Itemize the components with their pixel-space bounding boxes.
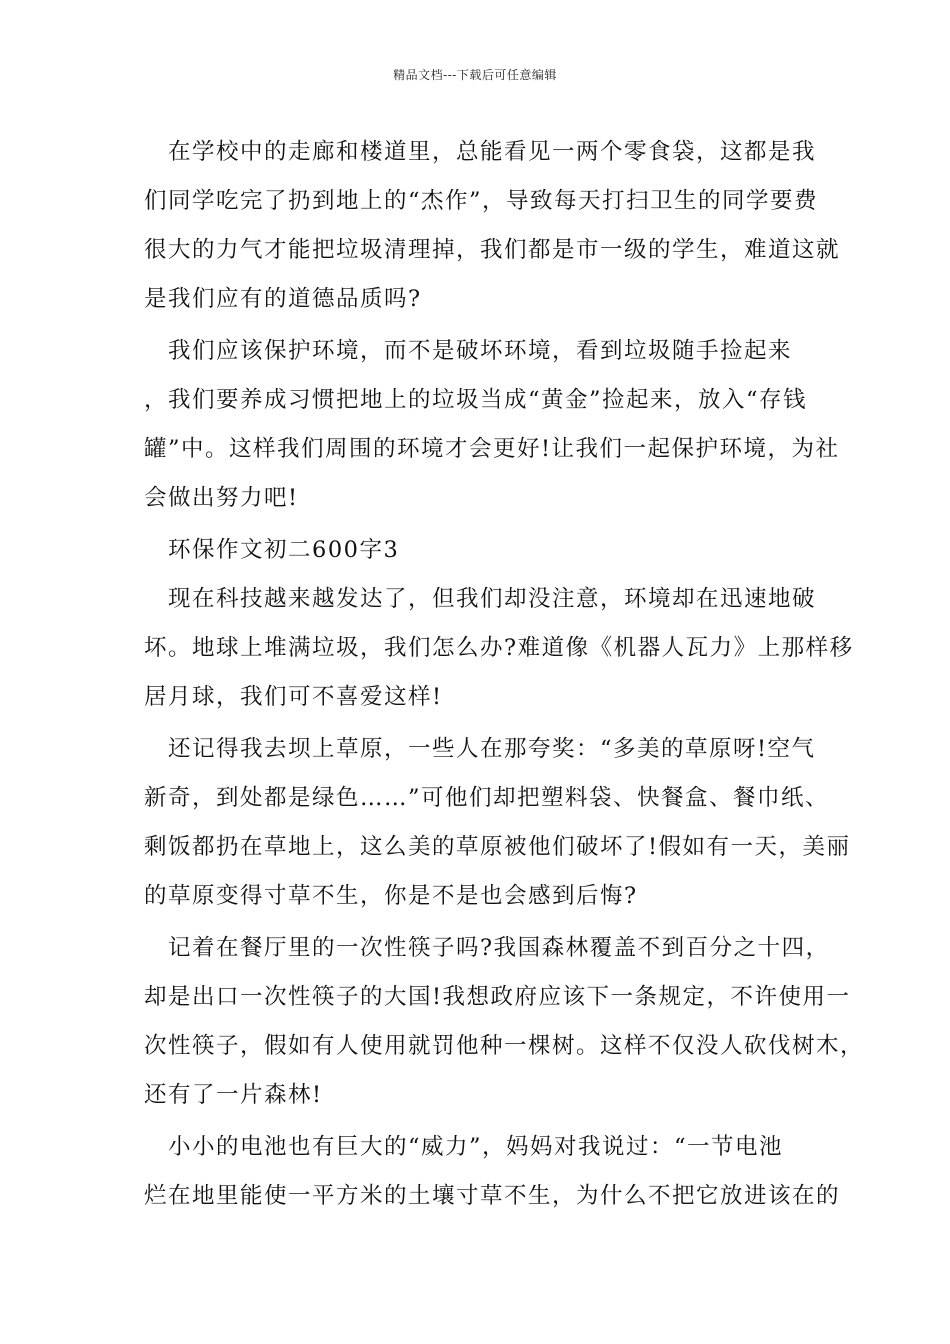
text-line: 还记得我去坝上草原，一些人在那夸奖：“多美的草原呀!空气	[144, 736, 816, 762]
text-line: 的草原变得寸草不生，你是不是也会感到后悔?	[144, 883, 638, 909]
text-line: 小小的电池也有巨大的“威力”，妈妈对我说过：“一节电池	[144, 1134, 784, 1160]
text-line: 会做出努力吧!	[144, 485, 299, 511]
page-header: 精品文档---下载后可任意编辑	[393, 68, 557, 82]
text-line: 罐”中。这样我们周围的环境才会更好!让我们一起保护环境，为社	[144, 436, 840, 462]
text-line: 在学校中的走廊和楼道里，总能看见一两个零食袋，这都是我	[144, 139, 817, 165]
text-line: 很大的力气才能把垃圾清理掉，我们都是市一级的学生，难道这就	[144, 237, 841, 263]
text-line: 居月球，我们可不喜爱这样!	[144, 684, 443, 710]
text-line: 烂在地里能使一平方米的土壤寸草不生，为什么不把它放进该在的	[144, 1183, 841, 1209]
text-line: 新奇，到处都是绿色……”可他们却把塑料袋、快餐盒、餐巾纸、	[144, 785, 830, 811]
text-line: 剩饭都扔在草地上，这么美的草原被他们破坏了!假如有一天，美丽	[144, 834, 851, 860]
text-line: 是我们应有的道德品质吗?	[144, 286, 422, 312]
section-heading: 环保作文初二600字3	[144, 537, 400, 563]
text-line: 却是出口一次性筷子的大国!我想政府应该下一条规定，不许使用一	[144, 984, 851, 1010]
text-line: 我们应该保护环境，而不是破坏环境，看到垃圾随手捡起来	[144, 338, 793, 364]
text-line: 坏。地球上堆满垃圾，我们怎么办?难道像《机器人瓦力》上那样移	[144, 635, 854, 661]
text-line: 记着在餐厅里的一次性筷子吗?我国森林覆盖不到百分之十四，	[144, 935, 830, 961]
text-line: ，我们要养成习惯把地上的垃圾当成“黄金”捡起来，放入“存钱	[144, 387, 808, 413]
text-line: 们同学吃完了扔到地上的“杰作”，导致每天打扫卫生的同学要费	[144, 188, 819, 214]
text-line: 现在科技越来越发达了，但我们却没注意，环境却在迅速地破	[144, 586, 817, 612]
text-line: 次性筷子，假如有人使用就罚他种一棵树。这样不仅没人砍伐树木，	[144, 1033, 865, 1059]
text-line: 还有了一片森林!	[144, 1082, 323, 1108]
